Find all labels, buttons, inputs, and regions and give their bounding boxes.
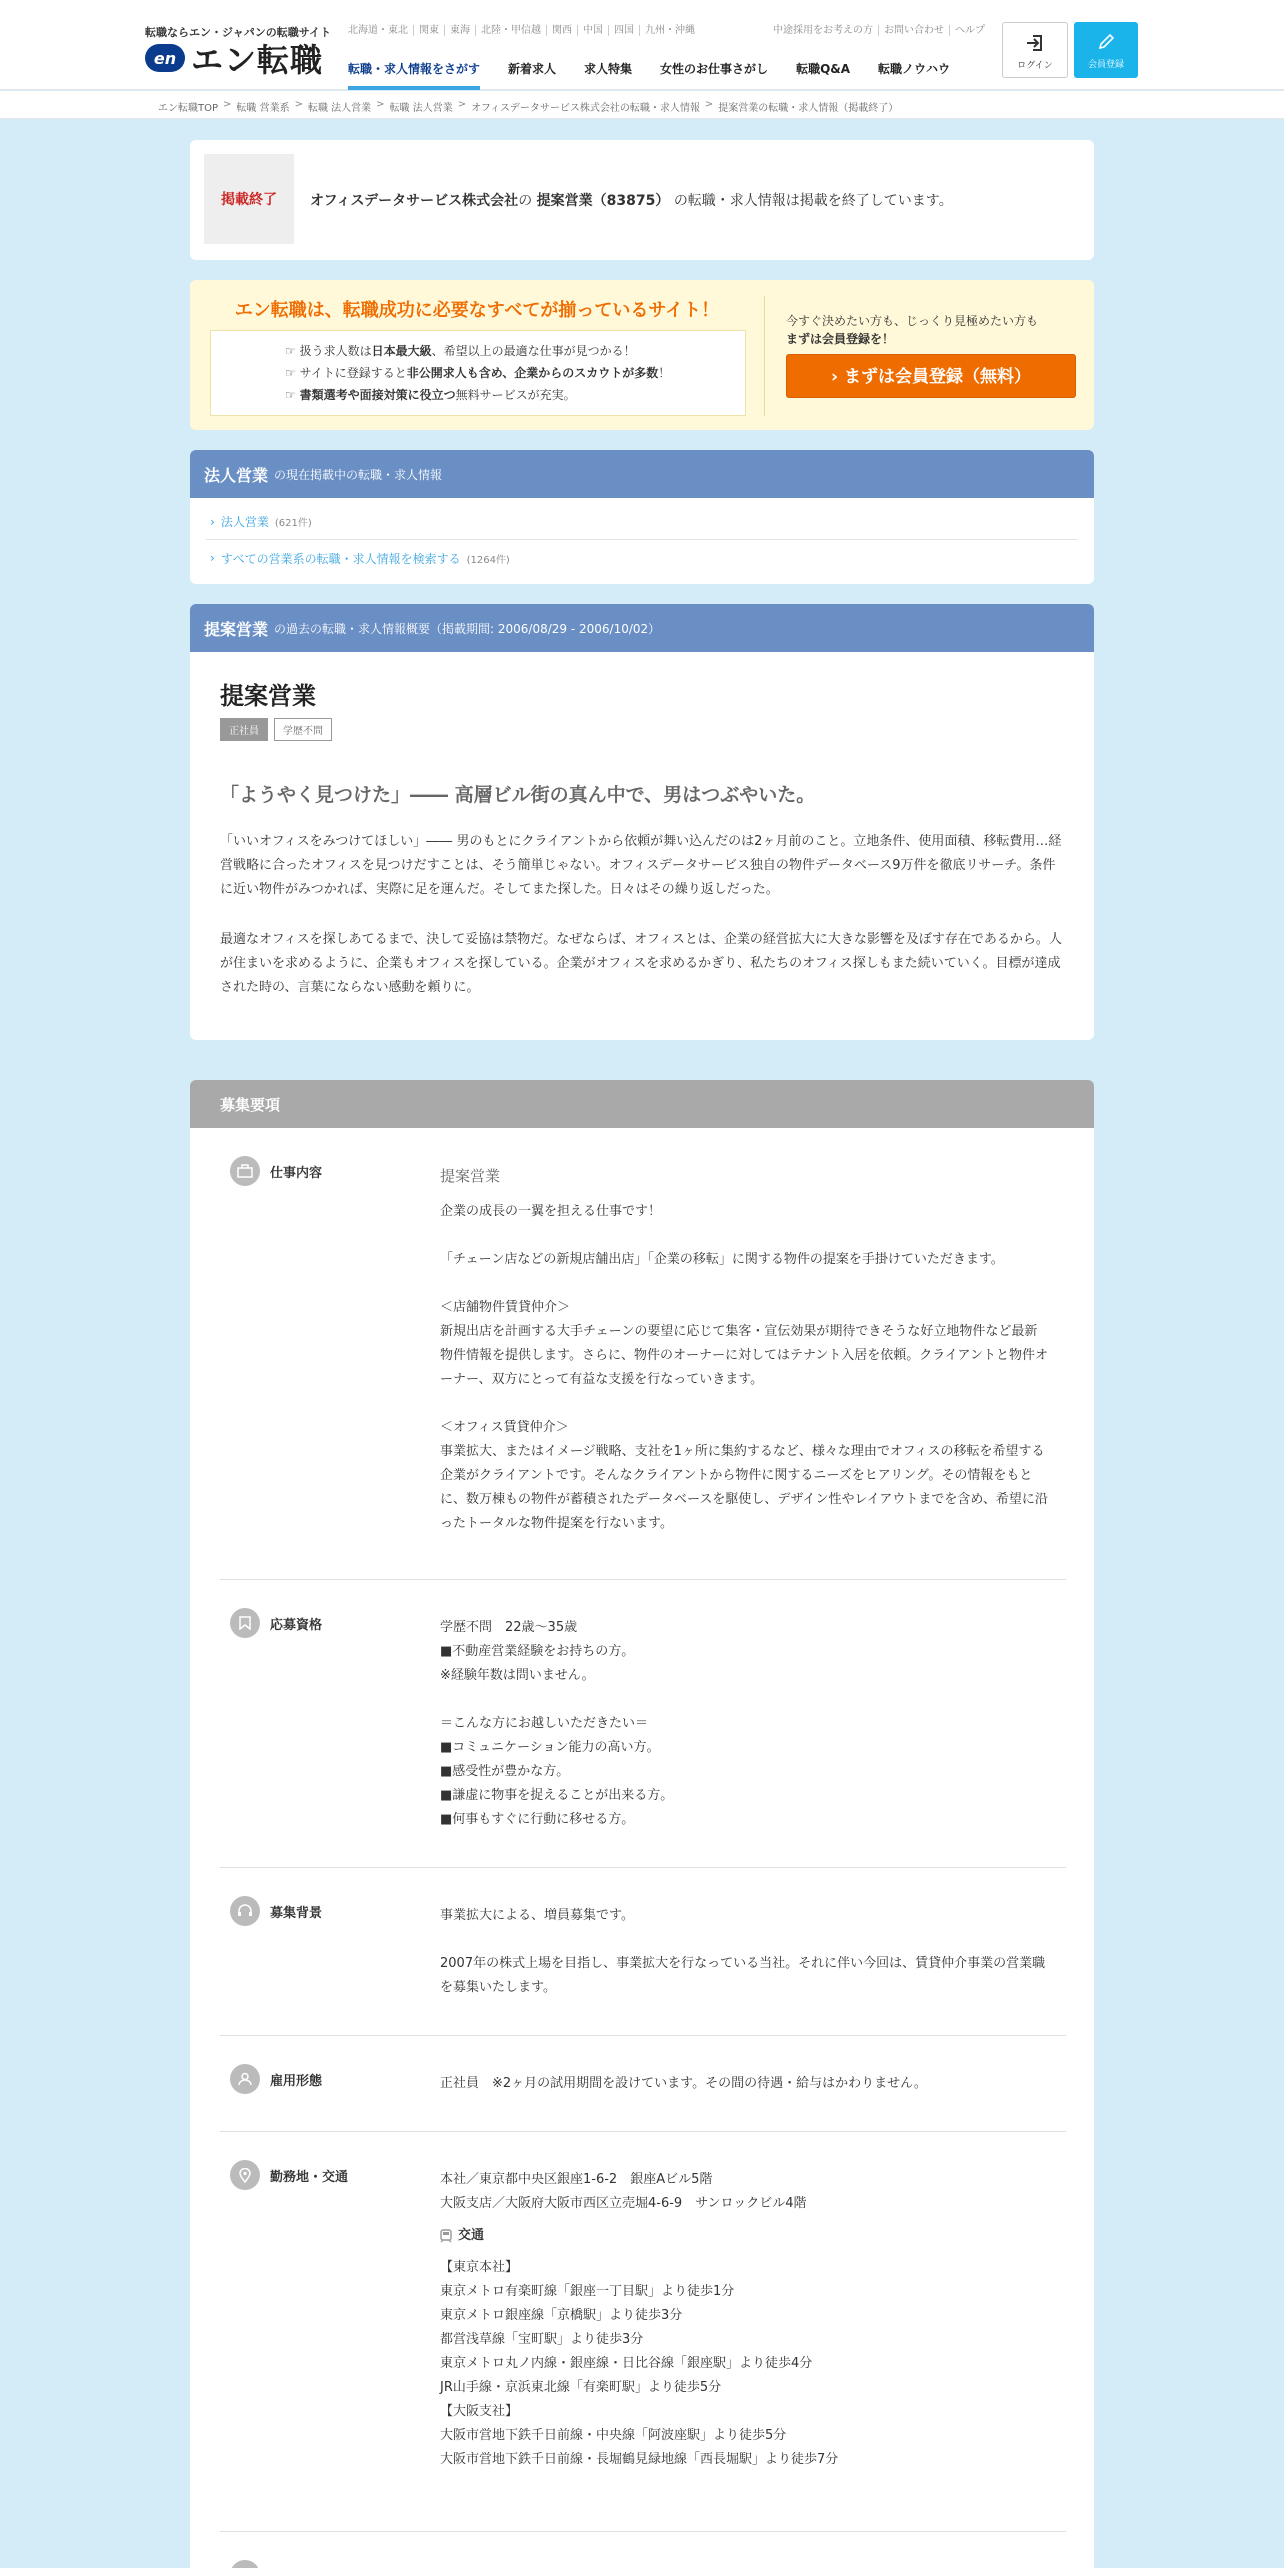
register-button[interactable] [1074,22,1138,78]
nav-women-jobs[interactable]: 女性のお仕事さがし [660,62,769,76]
job-title: 提案営業 [220,682,316,710]
job-name: 提案営業（83875） [536,193,670,209]
nav-qa[interactable]: 転職Q&A [796,62,851,76]
listing-ended-card [190,140,1094,260]
current-listing-link[interactable]: › 法人営業 (621件) [206,504,1078,540]
employment-text: 正社員 ※2ヶ月の試用期間を設けています。その間の待遇・給与はかわりません。 [440,2076,927,2091]
nav-knowhow[interactable]: 転職ノウハウ [878,62,951,76]
job-content-text: 「チェーン店などの新規店舗出店」「企業の移転」に関する物件の提案を手掛けていただきます。 [440,1252,1004,1267]
recruiter-link[interactable]: 中途採用をお考えの方 [768,25,879,36]
ended-badge: 掲載終了 [204,154,294,244]
region-link[interactable]: 九州・沖縄 [645,25,695,36]
breadcrumb-item[interactable]: 転職 営業系 [236,103,290,114]
current-listings-header: 法人営業 の現在掲載中の転職・求人情報 [190,450,1094,498]
promo-points [210,330,746,416]
site-logo[interactable] [145,40,324,79]
qualification-text: ＝こんな方にお越しいただきたい＝ ■コミュニケーション能力の高い方。 ■感受性が豊かな方。 ■謙虚に物事を捉えることが出来る方。 ■何事もすぐに行動に移せる方。 [440,1716,674,1827]
catch-copy: 「ようやく見つけた」―― 高層ビル街の真ん中で、男はつぶやいた。 [220,784,816,806]
promo-title: エン転職は、転職成功に必要なすべてが揃っているサイト！ [234,300,720,321]
region-link[interactable]: 北海道・東北 [348,25,414,36]
breadcrumb-current: 提案営業の転職・求人情報（掲載終了） [718,103,899,114]
req-row-qualification [220,1580,1066,1868]
tag-employment: 正社員 [220,718,268,741]
utility-links [768,25,990,36]
logo-tagline: 転職ならエン・ジャパンの転職サイト [145,26,332,39]
breadcrumb-item[interactable]: 転職 法人営業 [389,103,453,114]
pencil-icon [1096,32,1116,52]
requirements-card [190,1080,1094,2568]
breadcrumb-item[interactable]: 転職 法人営業 [307,103,372,114]
past-listing-card [190,604,1094,1040]
next-section-icon [230,2560,260,2568]
breadcrumb-bar [0,91,1284,119]
job-tags [220,718,338,741]
login-button[interactable] [1002,22,1068,78]
train-icon [440,2229,452,2243]
breadcrumb-item[interactable]: エン転職TOP [158,103,219,114]
ended-connector: の [518,193,533,209]
req-row-employment [220,2036,1066,2132]
breadcrumb: エン転職TOP > 転職 営業系 > 転職 法人営業 > 転職 法人営業 > オフィスデータサービス株式会社の転職・求人情報 > 提案営業の転職・求人情報（掲載終了） [158,99,899,114]
region-link[interactable]: 四国 [609,25,640,36]
person-icon [230,2064,260,2094]
requirements-header: 募集要項 [190,1080,1094,1128]
job-content-text: ＜オフィス賃貸仲介＞ 事業拡大、またはイメージ戦略、支社を1ヶ所に集約するなど、様々な理由でオフィスの移転を希望する企業がクライアントです。そんなクライアントから物件に関するニーズをヒアリング。その情報をもとに、数万棟もの物件が蓄積されたデータベースを駆使し、デザイン性やレイアウトまでを含め、希望に沿ったトータルな物件提案を行ないます。 [440,1420,1048,1531]
bookmark-icon [230,1608,260,1638]
briefcase-icon [230,1156,260,1186]
main-nav [348,52,978,90]
req-row-job-content [220,1128,1066,1580]
intro-paragraph: 最適なオフィスを探しあてるまで、決して妥協は禁物だ。なぜならば、オフィスとは、企業の経営拡大に大きな影響を及ぼす存在であるから。人が住まいを求めるように、企業もオフィスを探している。企業がオフィスを求めるかぎり、私たちのオフィス探しもまた続いていく。目標が達成された時の、言葉にならない感動を頼りに。 [220,932,1062,995]
en-logo-icon: en [145,44,185,72]
register-label: 会員登録 [1087,60,1124,70]
location-text: 本社／東京都中央区銀座1-6-2 銀座Aビル5階 大阪支店／大阪府大阪市西区立売堀4-6-9 サンロックビル4階 [440,2172,807,2211]
req-label-text: 勤務地・交通 [270,2169,349,2185]
region-links [348,25,700,36]
map-pin-icon [230,2160,260,2190]
nav-search-jobs[interactable]: 転職・求人情報をさがす [348,52,480,90]
qualification-text: 学歴不問 22歳～35歳 ■不動産営業経験をお持ちの方。 ※経験年数は問いません。 [440,1620,635,1683]
past-listing-header: 提案営業 の過去の転職・求人情報概要（掲載期間: 2006/08/29 - 2006/10/02） [190,604,1094,652]
login-label: ログイン [1017,61,1053,71]
headset-icon [230,1896,260,1926]
register-cta-button[interactable]: › まずは会員登録（無料） [786,354,1076,398]
help-link[interactable]: ヘルプ [955,25,985,36]
transit-label: 交通 [440,2224,1050,2248]
ended-suffix: の転職・求人情報は掲載を終了しています。 [673,193,953,209]
tag-education: 学歴不問 [274,718,332,741]
current-listings-card [190,450,1094,584]
promo-banner [190,280,1094,430]
req-row-background [220,1868,1066,2036]
region-link[interactable]: 北陸・甲信越 [476,25,547,36]
req-label-text: 雇用形態 [270,2073,323,2089]
job-content-text: ＜店舗物件賃貸仲介＞ 新規出店を計画する大手チェーンの要望に応じて集客・宣伝効果が期待できそうな好立地物件など最新物件情報を提供します。さらに、物件のオーナーに対してはテナント入居を依頼。クライアントと物件オーナー、双方にとって有益な支援を行なっていきます。 [440,1300,1049,1387]
job-content-text: 企業の成長の一翼を担える仕事です！ [440,1204,662,1219]
login-icon [1025,33,1045,53]
req-row-location [220,2132,1066,2532]
region-link[interactable]: 関西 [547,25,578,36]
region-link[interactable]: 中国 [578,25,609,36]
ended-message [310,190,953,210]
breadcrumb-item[interactable]: オフィスデータサービス株式会社の転職・求人情報 [471,103,700,114]
chevron-right-icon: › [210,551,215,565]
job-content-title: 提案営業 [440,1167,501,1185]
intro-paragraph: 「いいオフィスをみつけてほしい」―― 男のもとにクライアントから依頼が舞い込んだのは2ヶ月前のこと。立地条件、使用面積、移転費用…経営戦略に合ったオフィスを見つけだすことは、そう簡単じゃない。オフィスデータサービス独自の物件データベース9万件を徹底リサーチ。条件に近い物件がみつかれば、実際に足を運んだ。そしてまた探した。日々はその繰り返しだった。 [220,834,1062,897]
company-name: オフィスデータサービス株式会社 [310,193,519,209]
background-text: 2007年の株式上場を目指し、事業拡大を行なっている当社。それに伴い今回は、賃貸仲介事業の営業職を募集いたします。 [440,1956,1046,1995]
site-header [0,0,1284,90]
contact-link[interactable]: お問い合わせ [879,25,950,36]
promo-point: ☞ 書類選考や面接対策に役立つ無料サービスが充実。 [285,384,745,406]
search-all-sales-link[interactable]: › すべての営業系の転職・求人情報を検索する (1264件) [210,551,510,566]
logo-text: エン転職 [191,41,324,79]
promo-point: ☞ 扱う求人数は日本最大級、希望以上の最適な仕事が見つかる！ [285,340,745,362]
nav-new-jobs[interactable]: 新着求人 [508,62,557,76]
promo-point: ☞ サイトに登録すると非公開求人も含め、企業からのスカウトが多数！ [285,362,745,384]
req-label-text: 募集背景 [270,1905,323,1921]
background-text: 事業拡大による、増員募集です。 [440,1908,634,1923]
promo-right-text: 今すぐ決めたい方も、じっくり見極めたい方も まずは会員登録を！ [786,314,1039,346]
transit-text: 【東京本社】 東京メトロ有楽町線「銀座一丁目駅」より徒歩1分 東京メトロ銀座線「京橋駅」より徒歩3分 都営浅草線「宝町駅」より徒歩3分 東京メトロ丸ノ内線・銀座線・日比谷線「銀座駅」より徒歩4分 JR山手線・京浜東北線「有楽町駅」より徒歩5分 【大阪支社】 大阪市営地下鉄千日前線・中央線「阿波座駅」より徒歩5分 大阪市営地下鉄千日前線・長堀鶴見緑地線「西長堀駅」より徒歩7分 [440,2260,839,2467]
chevron-right-icon: › [210,514,215,529]
req-label-text: 仕事内容 [270,1165,323,1181]
req-label-text: 応募資格 [270,1617,323,1633]
region-link[interactable]: 関東 [414,25,445,36]
promo-divider [764,296,765,416]
region-link[interactable]: 東海 [445,25,476,36]
nav-features[interactable]: 求人特集 [584,62,633,76]
